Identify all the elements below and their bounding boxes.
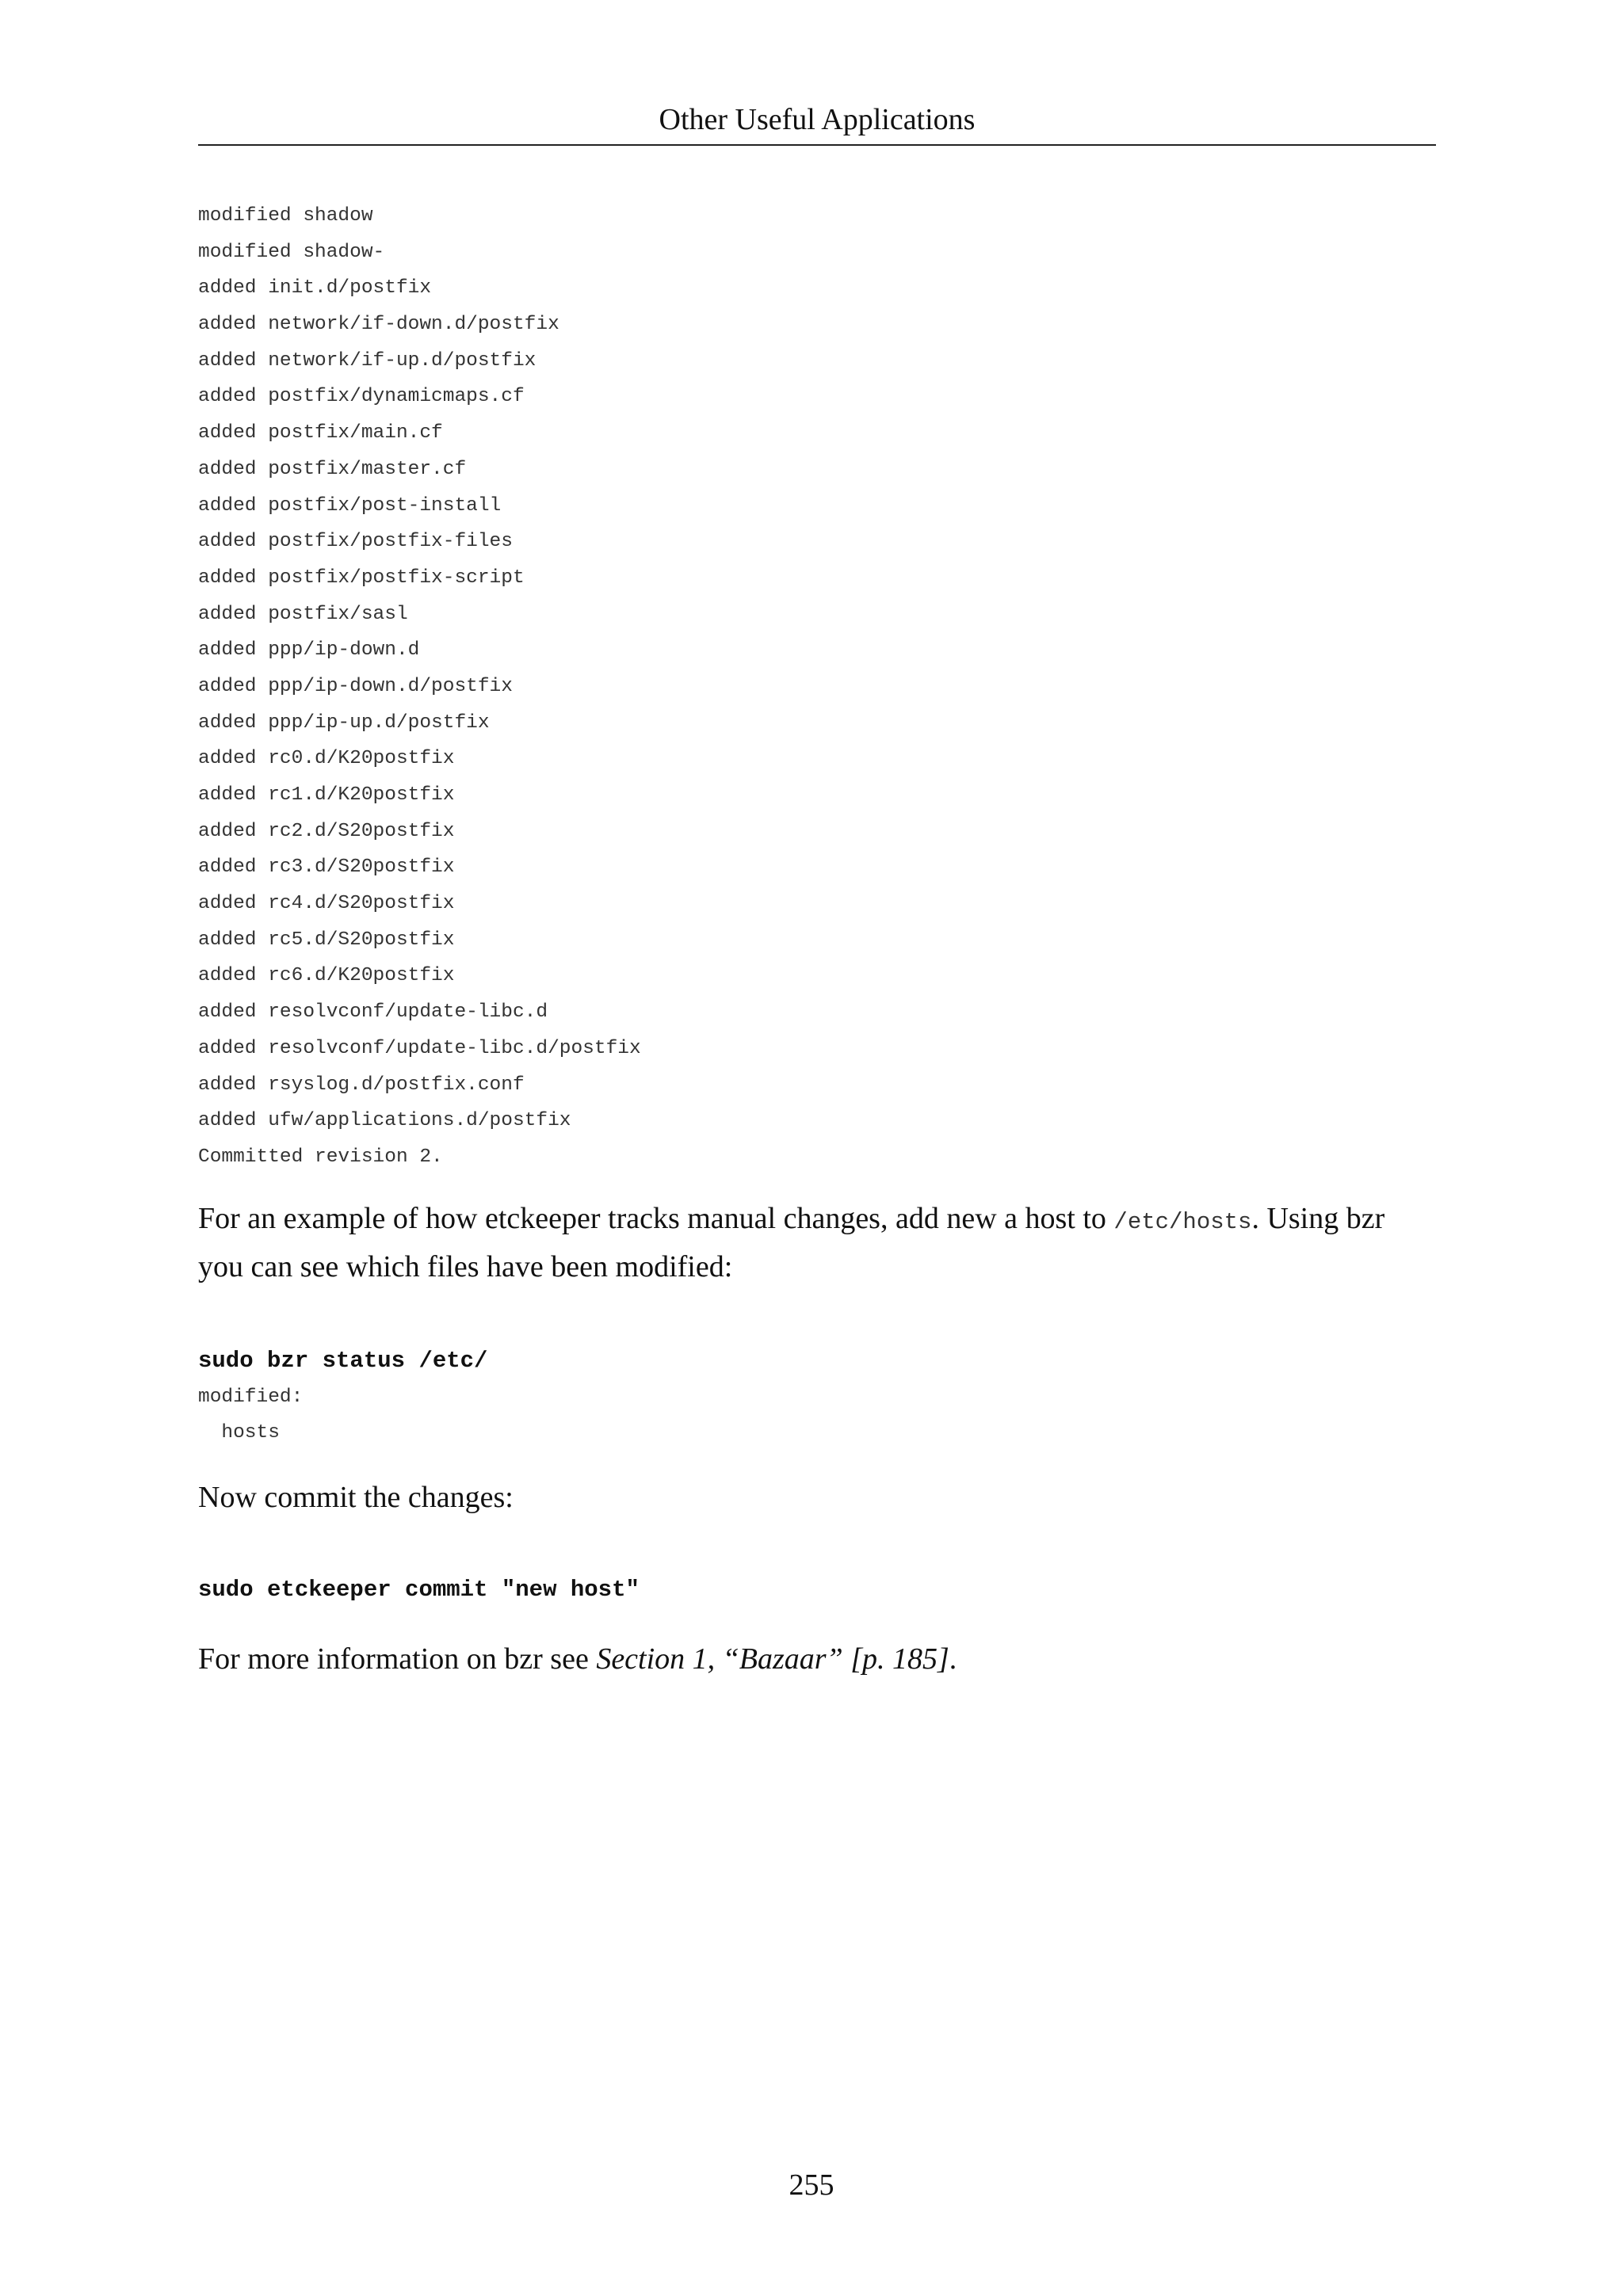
code-line: added postfix/postfix-script [198, 566, 525, 589]
inline-code-path: /etc/hosts [1113, 1208, 1252, 1235]
code-line: added postfix/main.cf [198, 422, 443, 444]
code-block-etckeeper-commit [198, 1572, 1436, 1608]
code-line: added ufw/applications.d/postfix [198, 1110, 571, 1132]
running-header-title: Other Useful Applications [659, 103, 976, 136]
code-line: added rc3.d/S20postfix [198, 856, 455, 879]
paragraph-text: Now commit the changes: [198, 1480, 514, 1514]
code-line: added rc6.d/K20postfix [198, 965, 455, 987]
code-line: modified: [198, 1386, 304, 1408]
code-line: added init.d/postfix [198, 277, 432, 299]
code-line: added network/if-up.d/postfix [198, 349, 537, 372]
code-line: added rc2.d/S20postfix [198, 820, 455, 842]
code-line: added rc4.d/S20postfix [198, 893, 455, 915]
code-line: added rc1.d/K20postfix [198, 784, 455, 806]
page-number: 255 [789, 2168, 834, 2202]
code-line: modified shadow [198, 205, 373, 227]
code-line: added postfix/dynamicmaps.cf [198, 386, 525, 408]
code-line: added postfix/postfix-files [198, 531, 513, 553]
code-line: added ppp/ip-up.d/postfix [198, 711, 490, 734]
code-line: added postfix/master.cf [198, 458, 467, 480]
paragraph-commit [198, 1475, 1436, 1520]
code-line: added postfix/sasl [198, 603, 408, 625]
cross-reference-link[interactable]: Section 1, “Bazaar” [p. 185] [596, 1642, 949, 1676]
code-line: added network/if-down.d/postfix [198, 314, 559, 336]
code-line: added rsyslog.d/postfix.conf [198, 1074, 525, 1096]
command-line: sudo bzr status /etc/ [198, 1347, 488, 1374]
page-header [198, 98, 1436, 146]
page-content [198, 198, 1436, 1681]
code-line: added ppp/ip-down.d [198, 639, 420, 662]
code-line: added resolvconf/update-libc.d/postfix [198, 1037, 641, 1059]
code-line: added resolvconf/update-libc.d [198, 1001, 548, 1024]
paragraph-etckeeper-example [198, 1196, 1436, 1289]
command-line: sudo etckeeper commit "new host" [198, 1576, 640, 1603]
paragraph-text: For more information on bzr see [198, 1642, 597, 1676]
code-line: added ppp/ip-down.d/postfix [198, 675, 513, 697]
paragraph-text: . Using bzr you can see which files have been modified: [198, 1201, 1385, 1283]
code-line: modified shadow- [198, 241, 385, 263]
code-line: added rc5.d/S20postfix [198, 929, 455, 951]
paragraph-text: . [949, 1642, 957, 1676]
paragraph-more-info [198, 1637, 1436, 1681]
paragraph-text: For an example of how etckeeper tracks manual changes, add new a host to [198, 1201, 1114, 1235]
code-line: added postfix/post-install [198, 494, 502, 517]
code-line: Committed revision 2. [198, 1146, 443, 1168]
code-block-commit-output [198, 198, 1436, 1176]
code-block-bzr-status [198, 1343, 1436, 1451]
code-line: added rc0.d/K20postfix [198, 748, 455, 770]
code-line: hosts [198, 1422, 280, 1444]
